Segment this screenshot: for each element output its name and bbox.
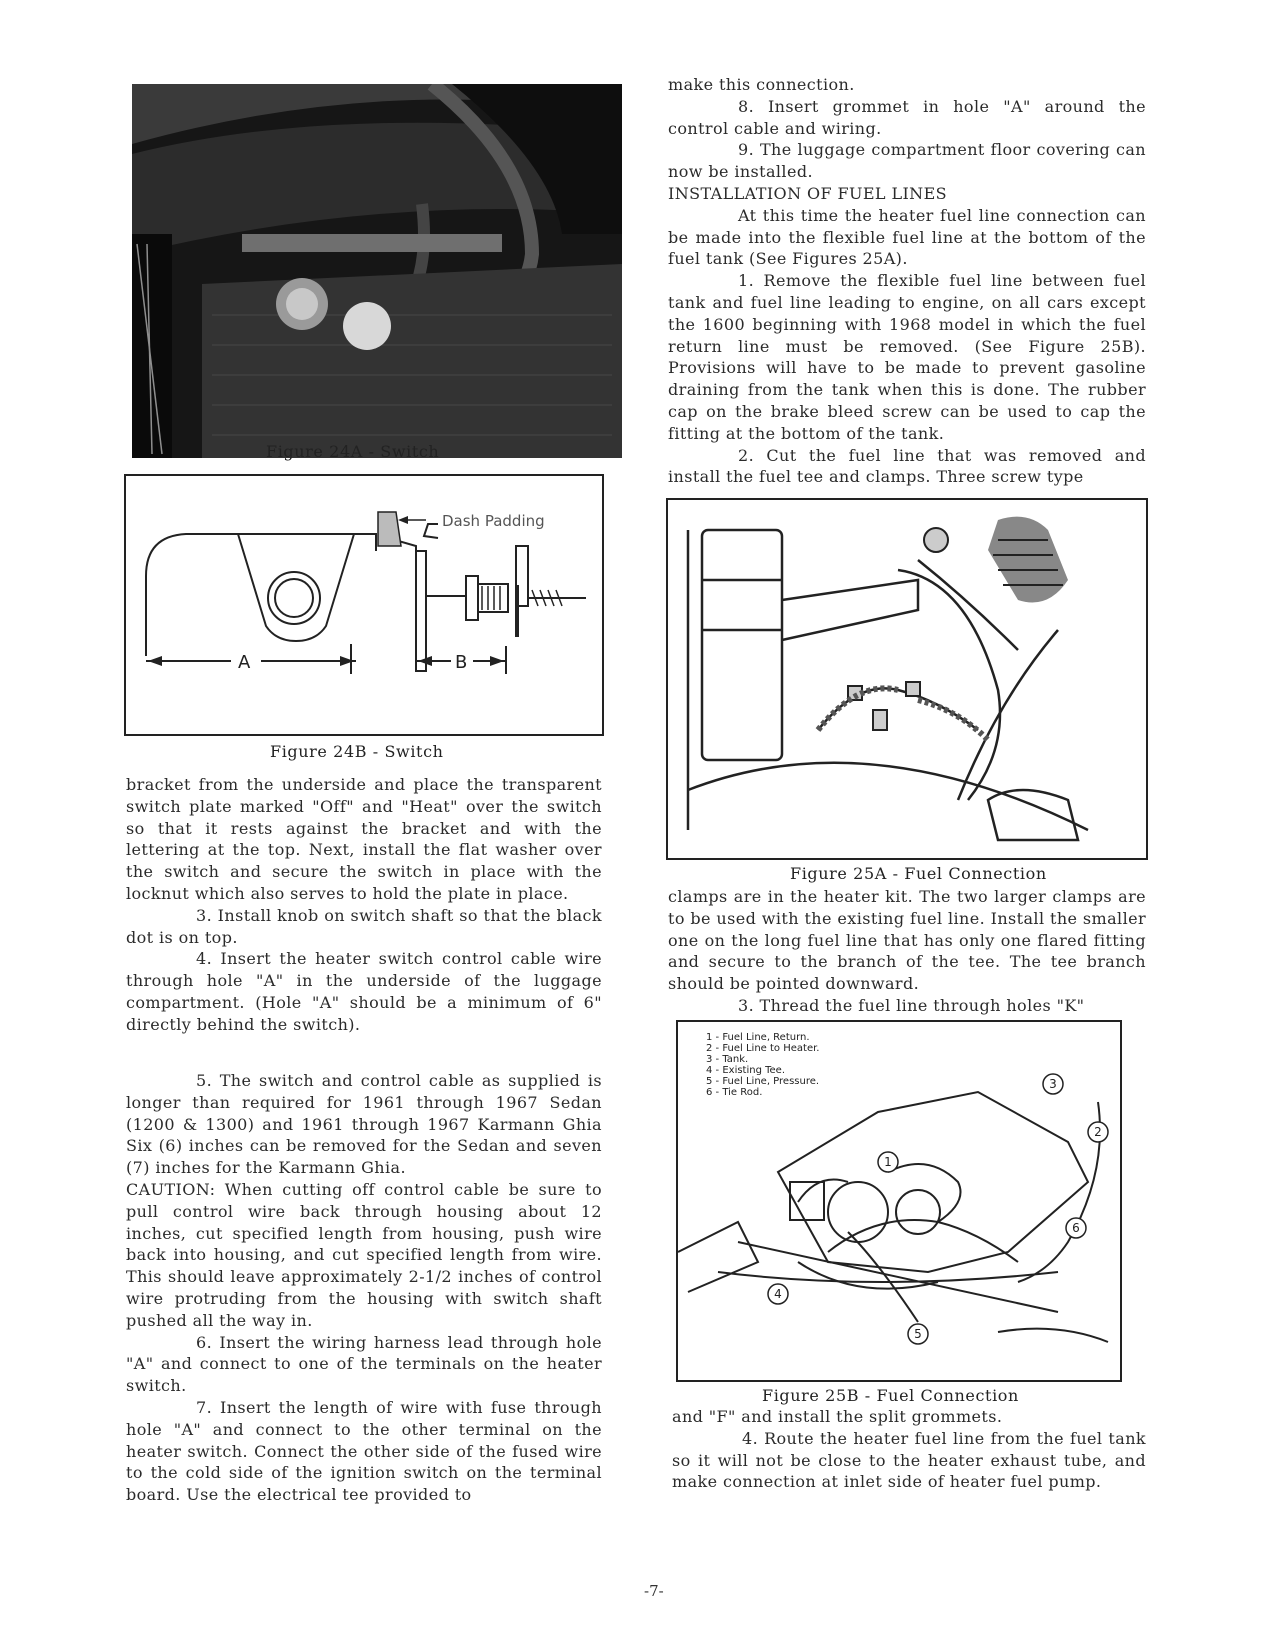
legend-item-4: 4 - Existing Tee.	[706, 1065, 786, 1076]
figure-24a-caption: Figure 24A - Switch	[266, 442, 440, 461]
right-body-text-3	[672, 1406, 1146, 1493]
paragraph-caution: CAUTION: When cutting off control cable be sure to pull control wire back through housing about 12 inches, cut specified length from housing, push wire back into housing, and cut specified length from wire. This should leave approximately 2-1/2 inches of control wire protruding from the housing with switch shaft pushed all the way in.	[126, 1179, 602, 1330]
figure-25a-caption: Figure 25A - Fuel Connection	[790, 864, 1047, 883]
callout-3: 3	[1049, 1077, 1057, 1091]
legend-item-3: 3 - Tank.	[706, 1054, 749, 1065]
figure-24b-diagram	[124, 474, 604, 736]
left-body-text-2	[126, 1070, 602, 1506]
callout-5: 5	[914, 1327, 922, 1341]
figure-24b-caption: Figure 24B - Switch	[270, 742, 444, 761]
paragraph-grommets: and "F" and install the split grommets.	[672, 1407, 1003, 1426]
paragraph-step-9: 9. The luggage compartment floor covering can now be installed.	[668, 140, 1146, 182]
figure-25b-diagram	[676, 1020, 1122, 1382]
dash-padding-label: Dash Padding	[442, 512, 545, 530]
paragraph-step-3: 3. Install knob on switch shaft so that the black dot is on top.	[126, 905, 602, 947]
legend-item-1: 1 - Fuel Line, Return.	[706, 1032, 810, 1043]
paragraph-clamps: clamps are in the heater kit. The two larger clamps are to be used with the existing fuel line. Install the smaller one on the long fuel line that has only one flared fitting and secure to the branch of the tee. The tee branch should be pointed downward.	[668, 887, 1146, 994]
legend-item-6: 6 - Tie Rod.	[706, 1087, 763, 1098]
figure-24a-photo	[132, 84, 622, 458]
paragraph-step-4: 4. Insert the heater switch control cable wire through hole "A" in the underside of the luggage compartment. (Hole "A" should be a minimum of 6" directly behind the switch).	[126, 949, 602, 1034]
paragraph-make-connection: make this connection.	[668, 75, 855, 94]
paragraph-fuel-step-2: 2. Cut the fuel line that was removed and install the fuel tee and clamps. Three screw type	[668, 445, 1146, 487]
paragraph-step-8: 8. Insert grommet in hole "A" around the control cable and wiring.	[668, 96, 1146, 138]
section-heading-fuel-lines: INSTALLATION OF FUEL LINES	[668, 183, 948, 203]
dimension-a-label: A	[238, 652, 251, 673]
paragraph-step-6: 6. Insert the wiring harness lead through hole "A" and connect to one of the terminals on the heater switch.	[126, 1332, 602, 1396]
dimension-b-label: B	[455, 652, 468, 673]
callout-6: 6	[1072, 1221, 1080, 1235]
callout-2: 2	[1094, 1125, 1102, 1139]
right-body-text-1	[668, 74, 1146, 488]
paragraph-step-7: 7. Insert the length of wire with fuse through hole "A" and connect to the other terminal on the heater switch. Connect the other side of the fused wire to the cold side of the ignition switch on the terminal board. Use the electrical tee provided to	[126, 1397, 602, 1505]
paragraph-fuel-intro: At this time the heater fuel line connection can be made into the flexible fuel line at the bottom of the fuel tank (See Figures 25A).	[668, 205, 1146, 269]
callout-1: 1	[884, 1155, 892, 1169]
callout-4: 4	[774, 1287, 782, 1301]
figure-25a-diagram	[666, 498, 1148, 860]
paragraph-fuel-step-4: 4. Route the heater fuel line from the fuel tank so it will not be close to the heater exhaust tube, and make connection at inlet side of heater fuel pump.	[672, 1428, 1146, 1492]
figure-25b-caption: Figure 25B - Fuel Connection	[762, 1386, 1019, 1405]
paragraph-bracket: bracket from the underside and place the transparent switch plate marked "Off" and "Heat" over the switch so that it rests against the bracket and with the lettering at the top. Next, install the flat washer over the switch and secure the switch in place with the locknut which also serves to hold the plate in place.	[126, 775, 602, 903]
paragraph-fuel-step-3: 3. Thread the fuel line through holes "K"	[738, 995, 1085, 1015]
paragraph-step-5: 5. The switch and control cable as supplied is longer than required for 1961 through 1967 Sedan (1200 & 1300) and 1961 through 1967 Karmann Ghia Six (6) inches can be removed for the Sedan and seven (7) inches for the Karmann Ghia.	[126, 1071, 602, 1178]
paragraph-fuel-step-1: 1. Remove the flexible fuel line between fuel tank and fuel line leading to engine, on all cars except the 1600 beginning with 1968 model in which the fuel return line must be removed. (See Figure 25B). Provisions will have to be made to prevent gasoline draining from the tank when this is done. The rubber cap on the brake bleed screw can be used to cap the fitting at the bottom of the tank.	[668, 271, 1146, 443]
page-number: -7-	[644, 1582, 664, 1600]
legend-item-2: 2 - Fuel Line to Heater.	[706, 1043, 820, 1054]
right-body-text-2	[668, 886, 1146, 1017]
left-body-text-1	[126, 774, 602, 1036]
legend-item-5: 5 - Fuel Line, Pressure.	[706, 1076, 820, 1087]
